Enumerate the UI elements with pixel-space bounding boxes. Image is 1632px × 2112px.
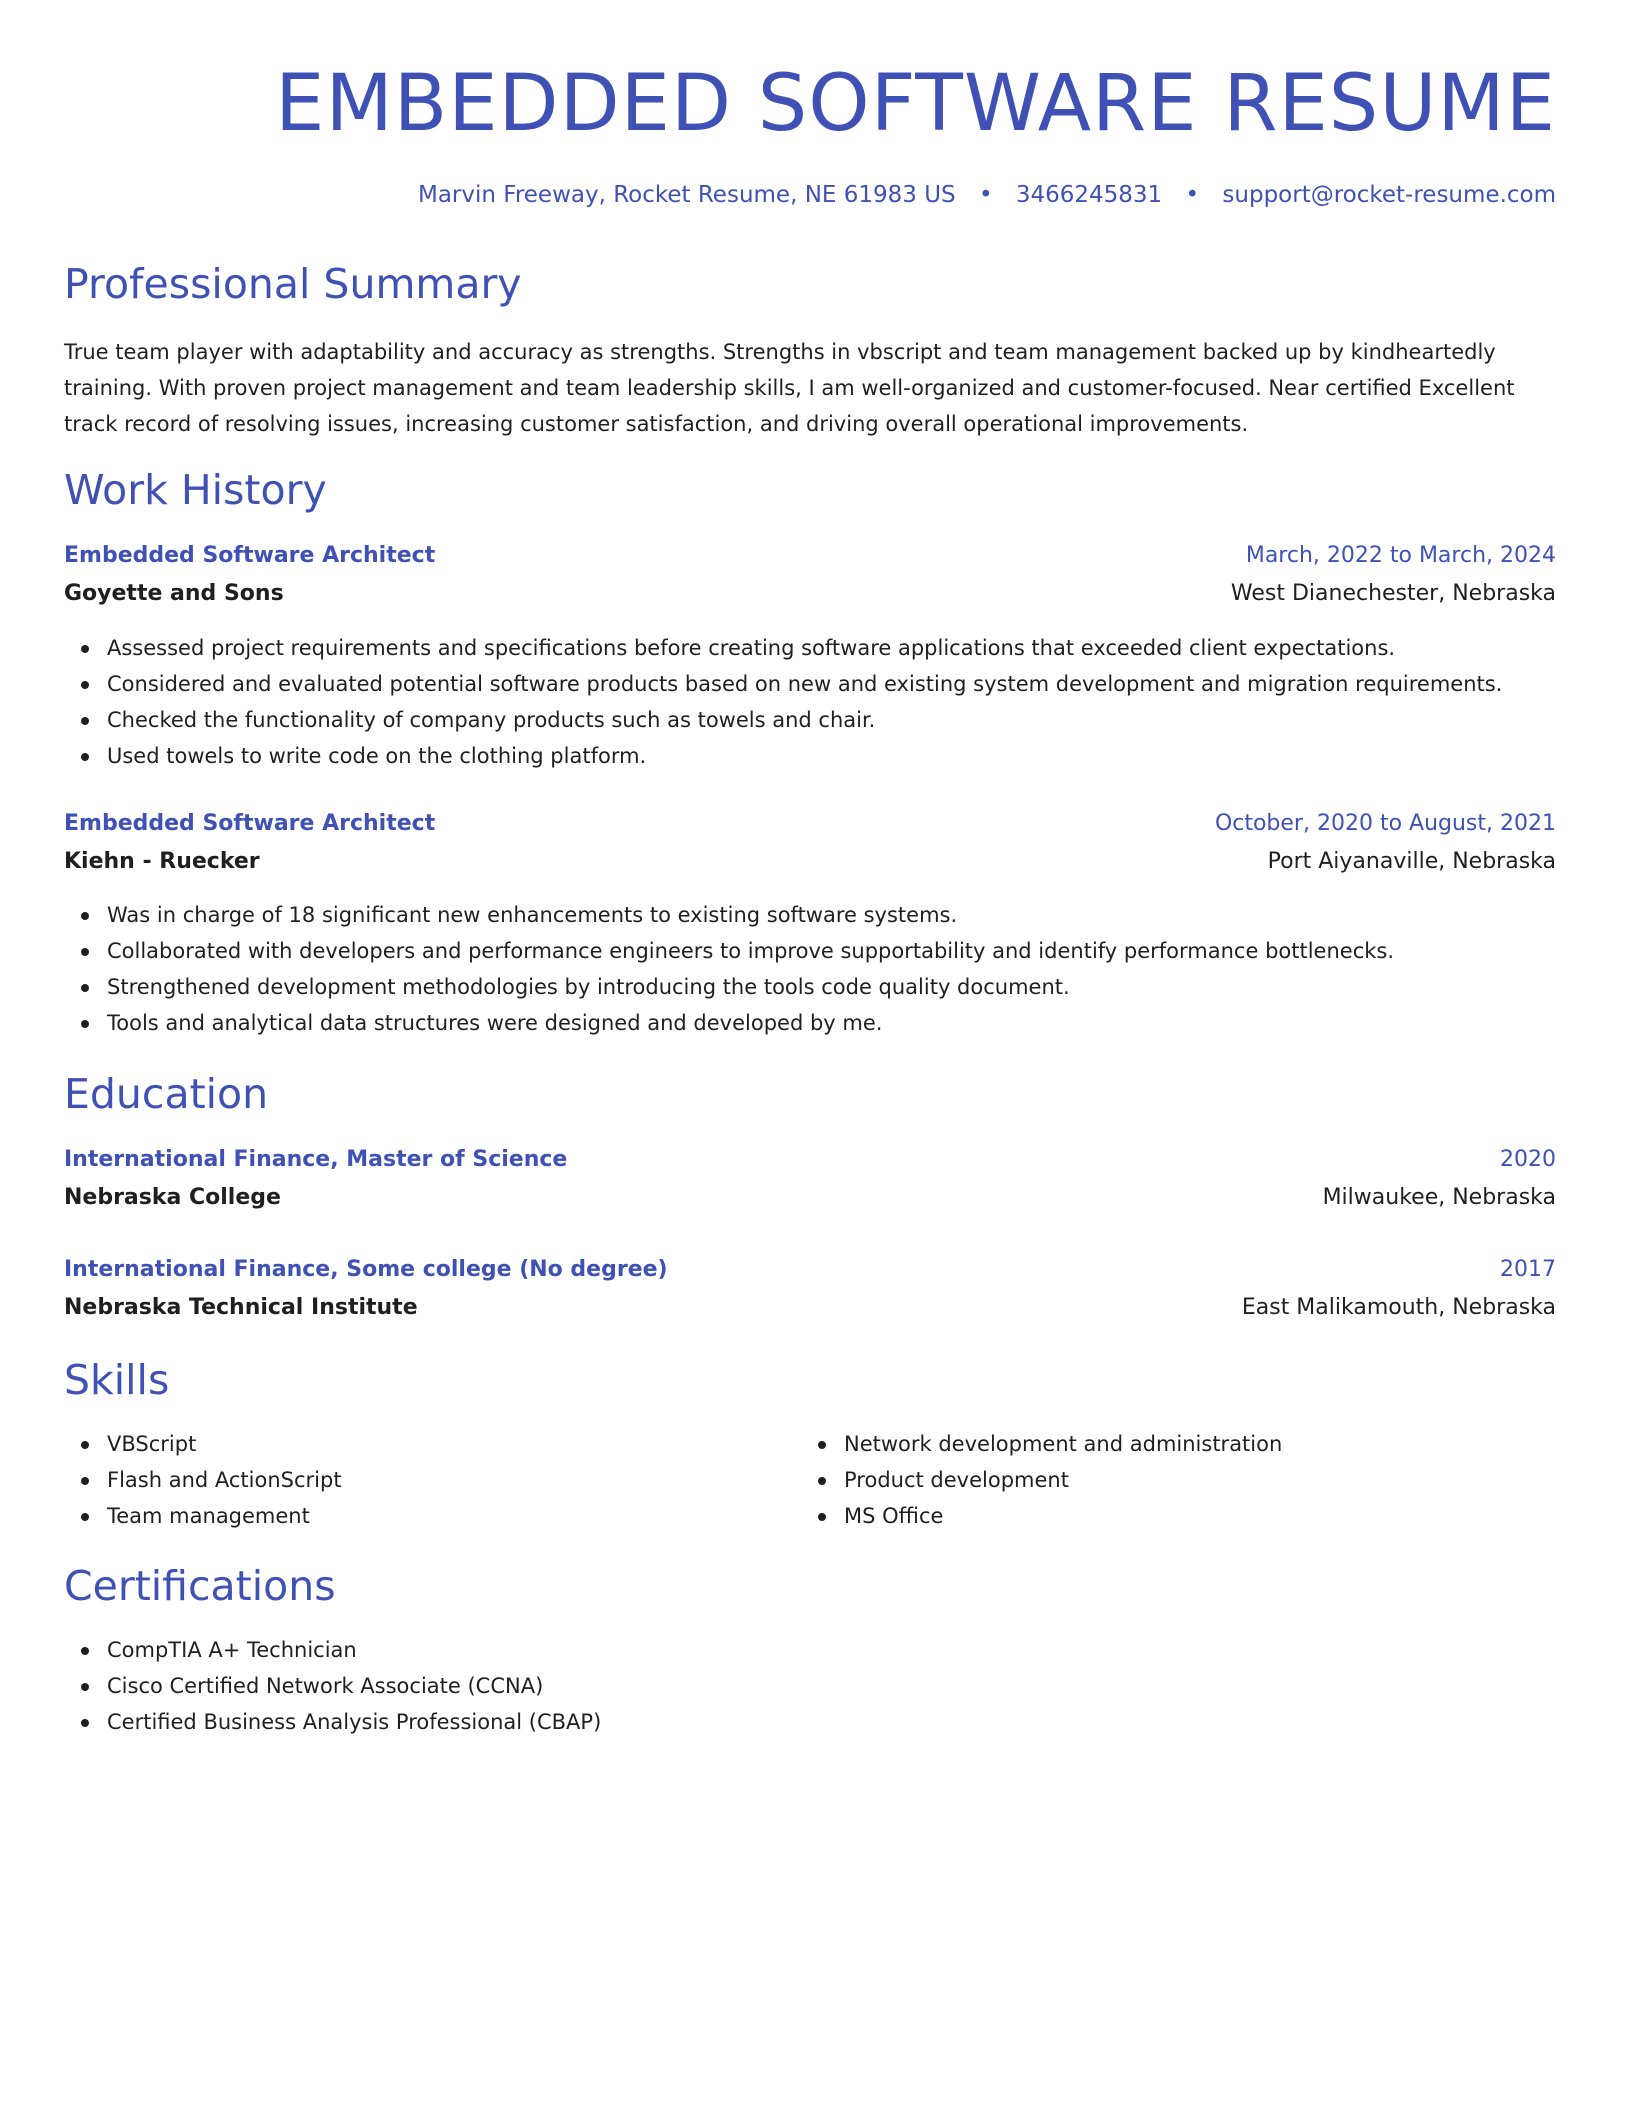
list-item: Flash and ActionScript	[64, 1462, 764, 1498]
resume-title: EMBEDDED SOFTWARE RESUME	[275, 59, 1556, 149]
education-1-degree: International Finance, Master of Science	[64, 1147, 568, 1172]
list-item: CompTIA A+ Technician	[64, 1632, 1556, 1668]
education-1-year: 2020	[1500, 1147, 1556, 1172]
list-item: Team management	[64, 1498, 764, 1534]
list-item: Network development and administration	[801, 1426, 1556, 1462]
education-1-title-row	[64, 1144, 1556, 1176]
list-item: Strengthened development methodologies by introducing the tools code quality document.	[64, 969, 1556, 1005]
job-1-company: Goyette and Sons	[64, 581, 284, 606]
summary-heading: Professional Summary	[64, 260, 522, 308]
education-2-degree: International Finance, Some college (No degree)	[64, 1257, 668, 1282]
job-2-company-row	[64, 846, 1556, 878]
education-1-school-row	[64, 1182, 1556, 1214]
list-item: Collaborated with developers and performance engineers to improve supportability and identify performance bottlenecks.	[64, 933, 1556, 969]
skills-heading: Skills	[64, 1356, 170, 1404]
job-1-company-row	[64, 578, 1556, 610]
education-2-school: Nebraska Technical Institute	[64, 1295, 418, 1320]
list-item: VBScript	[64, 1426, 764, 1462]
job-2-dates: October, 2020 to August, 2021	[1214, 811, 1556, 836]
skills-list-left	[64, 1426, 764, 1534]
education-2-title-row	[64, 1254, 1556, 1286]
list-item: Checked the functionality of company products such as towels and chair.	[64, 702, 1556, 738]
job-1-role: Embedded Software Architect	[64, 543, 436, 568]
list-item: Certified Business Analysis Professional (CBAP)	[64, 1704, 1556, 1740]
education-2-school-row	[64, 1292, 1556, 1324]
education-2-location: East Malikamouth, Nebraska	[1241, 1295, 1556, 1320]
contact-line	[418, 182, 1556, 208]
job-2-bullets	[64, 897, 1556, 1041]
certifications-heading: Certifications	[64, 1562, 336, 1610]
list-item: MS Office	[801, 1498, 1556, 1534]
job-1-title-row	[64, 540, 1556, 572]
education-1-school: Nebraska College	[64, 1185, 281, 1210]
list-item: Cisco Certified Network Associate (CCNA)	[64, 1668, 1556, 1704]
contact-email: support@rocket-resume.com	[1222, 182, 1556, 208]
certifications-list	[64, 1632, 1556, 1740]
job-2-title-row	[64, 808, 1556, 840]
list-item: Product development	[801, 1462, 1556, 1498]
list-item: Considered and evaluated potential software products based on new and existing system development and migration requirements.	[64, 666, 1556, 702]
skills-list-right	[801, 1426, 1556, 1534]
job-2-location: Port Aiyanaville, Nebraska	[1267, 849, 1556, 874]
job-2-role: Embedded Software Architect	[64, 811, 436, 836]
job-2-company: Kiehn - Ruecker	[64, 849, 260, 874]
list-item: Assessed project requirements and specifications before creating software applications that exceeded client expectations.	[64, 630, 1556, 666]
work-history-heading: Work History	[64, 466, 327, 514]
education-2-year: 2017	[1500, 1257, 1556, 1282]
education-1-location: Milwaukee, Nebraska	[1322, 1185, 1556, 1210]
summary-text: True team player with adaptability and accuracy as strengths. Strengths in vbscript and team management backed up by kindheartedly training. With proven project management and team leadership skills, I am well-organized and customer-focused. Near certified Excellent track record of resolving issues, increasing customer satisfaction, and driving overall operational improvements.	[64, 340, 1515, 436]
contact-separator: •	[978, 182, 993, 208]
list-item: Used towels to write code on the clothing platform.	[64, 738, 1556, 774]
job-1-location: West Dianechester, Nebraska	[1230, 581, 1556, 606]
list-item: Was in charge of 18 significant new enhancements to existing software systems.	[64, 897, 1556, 933]
job-1-bullets	[64, 630, 1556, 774]
contact-address: Marvin Freeway, Rocket Resume, NE 61983 US	[417, 182, 956, 208]
job-1-dates: March, 2022 to March, 2024	[1245, 543, 1556, 568]
contact-phone: 3466245831	[1015, 182, 1163, 208]
education-heading: Education	[64, 1070, 269, 1118]
contact-separator: •	[1185, 182, 1200, 208]
list-item: Tools and analytical data structures were designed and developed by me.	[64, 1005, 1556, 1041]
